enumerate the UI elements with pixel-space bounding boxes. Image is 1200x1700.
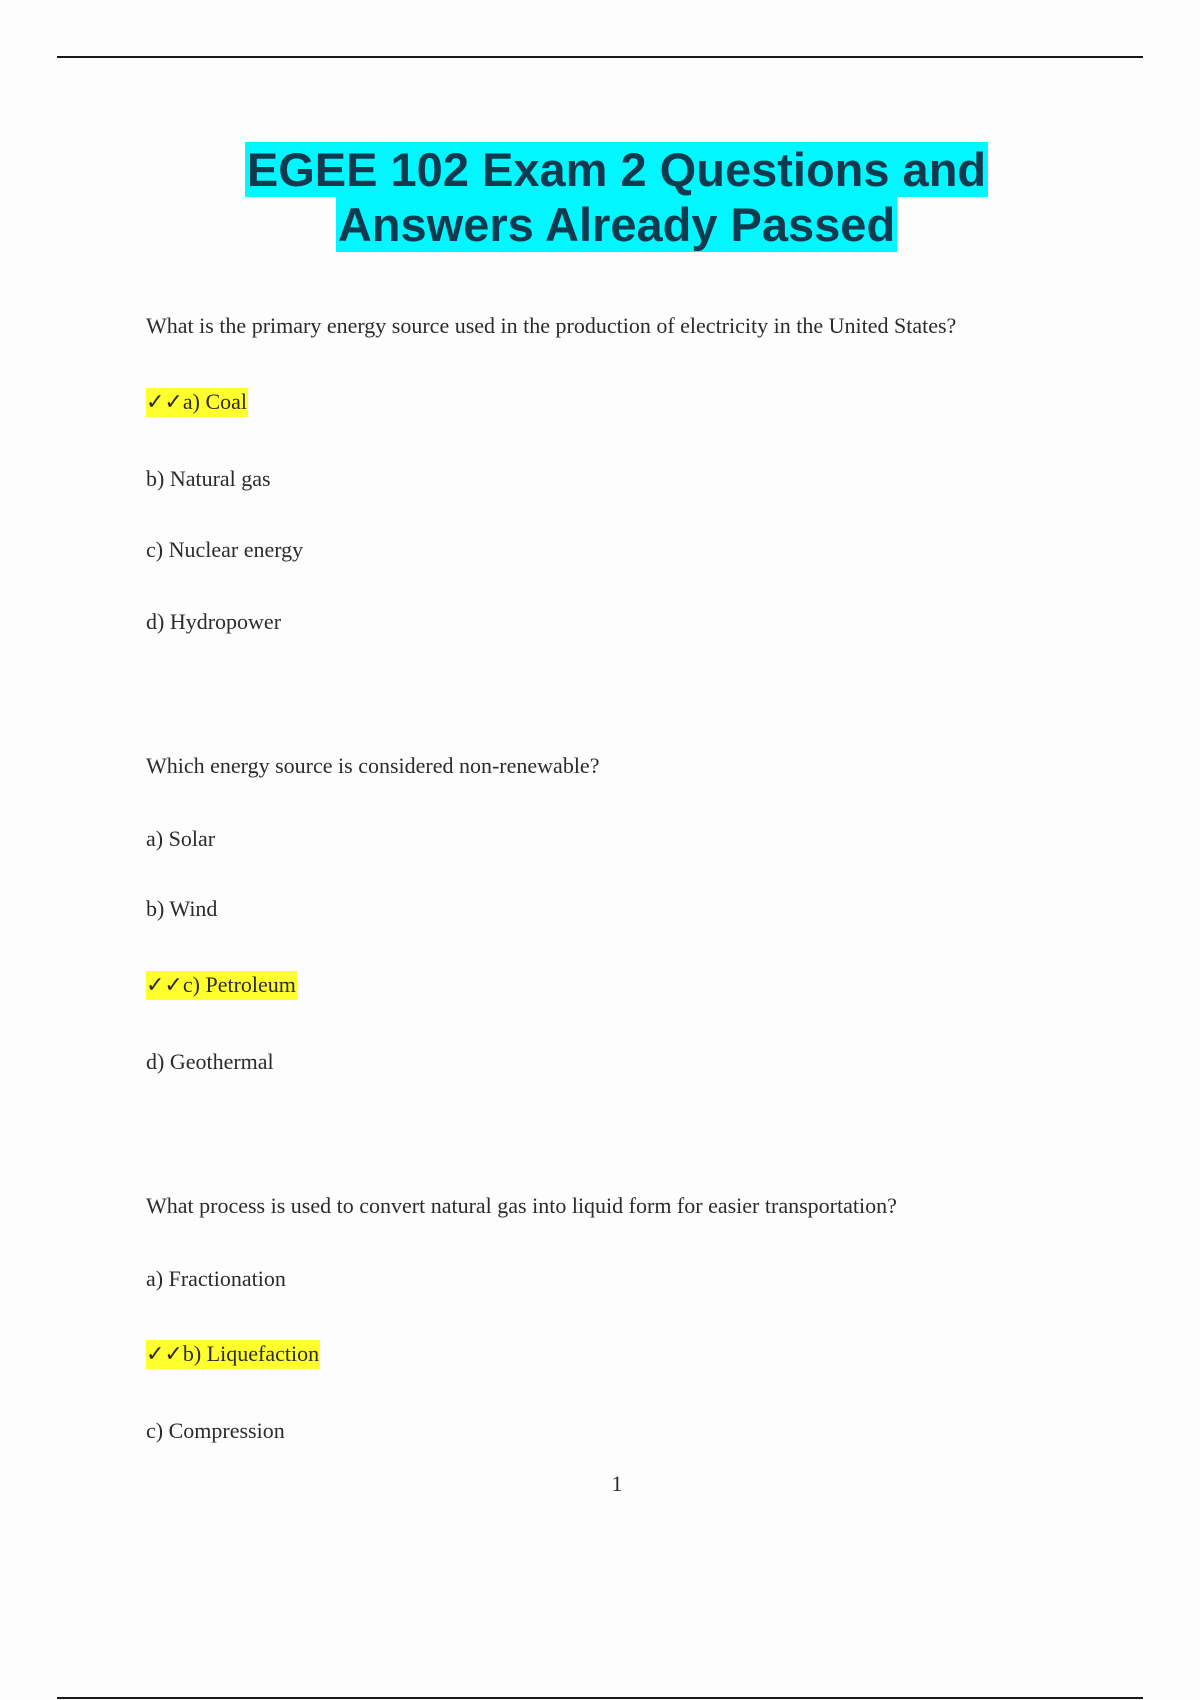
question-1-option-d: d) Hydropower <box>146 609 282 634</box>
question-2-text: Which energy source is considered non-renewable? <box>146 753 600 778</box>
question-1-option-b: b) Natural gas <box>146 466 271 491</box>
double-check-icon: ✓✓ <box>146 1342 183 1367</box>
double-check-icon: ✓✓ <box>146 973 183 998</box>
page-number: 1 <box>611 1471 623 1496</box>
question-3-option-a: a) Fractionation <box>146 1266 286 1291</box>
title-line-2: Answers Already Passed <box>337 198 896 251</box>
question-2-option-a: a) Solar <box>146 826 216 851</box>
question-2-option-b: b) Wind <box>146 896 218 921</box>
question-3-text: What process is used to convert natural gas into liquid form for easier transportation? <box>146 1193 897 1218</box>
double-check-icon: ✓✓ <box>146 390 183 415</box>
top-rule <box>57 56 1143 58</box>
document-title <box>0 142 1200 252</box>
option-label: a) Coal <box>182 389 248 414</box>
bottom-rule <box>57 1697 1143 1699</box>
question-3-option-c: c) Compression <box>146 1418 285 1443</box>
option-label: c) Petroleum <box>182 972 296 997</box>
question-2-option-d: d) Geothermal <box>146 1049 274 1074</box>
question-3-option-b <box>146 1340 320 1369</box>
option-label: b) Liquefaction <box>182 1341 320 1366</box>
question-1-option-a <box>146 388 248 417</box>
title-line-1: EGEE 102 Exam 2 Questions and <box>246 143 987 196</box>
question-1-text: What is the primary energy source used in the production of electricity in the United States? <box>146 313 957 338</box>
question-2-option-c <box>146 971 297 1000</box>
question-1-option-c: c) Nuclear energy <box>146 537 304 562</box>
